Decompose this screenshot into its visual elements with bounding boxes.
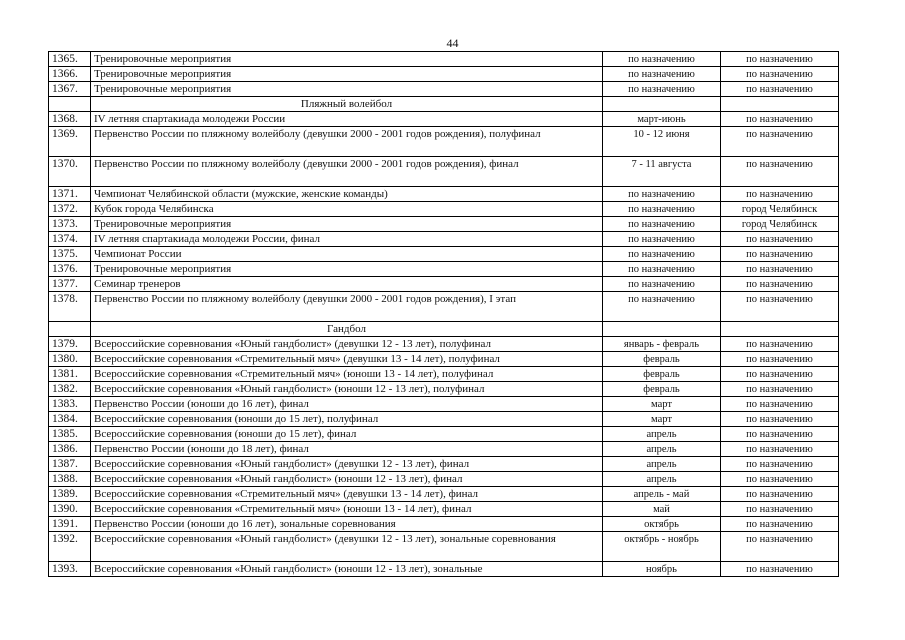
row-number-cell: 1376. xyxy=(49,262,91,277)
event-place-cell: по назначению xyxy=(721,247,839,262)
row-number-cell: 1367. xyxy=(49,82,91,97)
event-name-cell: Первенство России (юноши до 18 лет), финал xyxy=(91,442,603,457)
table-row xyxy=(49,502,839,517)
row-number-cell: 1371. xyxy=(49,187,91,202)
row-number-cell: 1390. xyxy=(49,502,91,517)
event-date-cell: май xyxy=(603,502,721,517)
table-row xyxy=(49,112,839,127)
event-name-cell: Чемпионат России xyxy=(91,247,603,262)
event-name-cell: Тренировочные мероприятия xyxy=(91,67,603,82)
row-number-cell: 1393. xyxy=(49,562,91,577)
event-place-cell: по назначению xyxy=(721,352,839,367)
event-place-cell: по назначению xyxy=(721,262,839,277)
table-row xyxy=(49,187,839,202)
table-row xyxy=(49,232,839,247)
event-place-cell: по назначению xyxy=(721,412,839,427)
event-place-cell: по назначению xyxy=(721,382,839,397)
event-place-cell: город Челябинск xyxy=(721,217,839,232)
event-place-cell: по назначению xyxy=(721,112,839,127)
row-number-cell: 1389. xyxy=(49,487,91,502)
event-place-cell xyxy=(721,322,839,337)
event-name-cell: Первенство России по пляжному волейболу (девушки 2000 - 2001 годов рождения), полуфинал xyxy=(91,127,603,157)
event-place-cell: по назначению xyxy=(721,397,839,412)
event-date-cell: февраль xyxy=(603,382,721,397)
event-date-cell: февраль xyxy=(603,367,721,382)
event-place-cell: по назначению xyxy=(721,277,839,292)
event-name-cell: Всероссийские соревнования «Юный гандболист» (юноши 12 - 13 лет), полуфинал xyxy=(91,382,603,397)
event-date-cell: февраль xyxy=(603,352,721,367)
event-name-cell: IV летняя спартакиада молодежи России xyxy=(91,112,603,127)
section-header-row xyxy=(49,97,839,112)
event-name-cell: Всероссийские соревнования «Юный гандболист» (юноши 12 - 13 лет), зональные xyxy=(91,562,603,577)
event-place-cell: по назначению xyxy=(721,157,839,187)
event-date-cell: по назначению xyxy=(603,232,721,247)
table-row xyxy=(49,562,839,577)
event-date-cell: март-июнь xyxy=(603,112,721,127)
table-row xyxy=(49,292,839,322)
event-date-cell: ноябрь xyxy=(603,562,721,577)
event-name-cell: Всероссийские соревнования «Стремительный мяч» (юноши 13 - 14 лет), полуфинал xyxy=(91,367,603,382)
table-row xyxy=(49,352,839,367)
event-name-cell: Тренировочные мероприятия xyxy=(91,262,603,277)
event-place-cell: по назначению xyxy=(721,457,839,472)
row-number-cell: 1386. xyxy=(49,442,91,457)
row-number-cell: 1379. xyxy=(49,337,91,352)
event-name-cell: Первенство России по пляжному волейболу (девушки 2000 - 2001 годов рождения), финал xyxy=(91,157,603,187)
events-table xyxy=(48,51,839,577)
event-place-cell: по назначению xyxy=(721,442,839,457)
event-date-cell: октябрь - ноябрь xyxy=(603,532,721,562)
row-number-cell: 1380. xyxy=(49,352,91,367)
event-name-cell: Первенство России (юноши до 16 лет), финал xyxy=(91,397,603,412)
event-name-cell: Первенство России (юноши до 16 лет), зональные соревнования xyxy=(91,517,603,532)
table-row xyxy=(49,517,839,532)
event-date-cell xyxy=(603,322,721,337)
table-row xyxy=(49,472,839,487)
row-number-cell: 1365. xyxy=(49,52,91,67)
event-date-cell: по назначению xyxy=(603,247,721,262)
event-name-cell: Всероссийские соревнования «Юный гандболист» (юноши 12 - 13 лет), финал xyxy=(91,472,603,487)
row-number-cell: 1374. xyxy=(49,232,91,247)
event-date-cell: апрель xyxy=(603,442,721,457)
event-name-cell: IV летняя спартакиада молодежи России, финал xyxy=(91,232,603,247)
event-date-cell: по назначению xyxy=(603,67,721,82)
table-row xyxy=(49,337,839,352)
event-date-cell: по назначению xyxy=(603,202,721,217)
row-number-cell: 1375. xyxy=(49,247,91,262)
row-number-cell: 1373. xyxy=(49,217,91,232)
event-name-cell: Всероссийские соревнования «Юный гандболист» (девушки 12 - 13 лет), финал xyxy=(91,457,603,472)
event-place-cell: по назначению xyxy=(721,337,839,352)
event-place-cell xyxy=(721,97,839,112)
events-table-body xyxy=(49,52,839,577)
table-row xyxy=(49,367,839,382)
table-row xyxy=(49,262,839,277)
event-place-cell: по назначению xyxy=(721,82,839,97)
table-row xyxy=(49,382,839,397)
row-number-cell xyxy=(49,322,91,337)
row-number-cell: 1388. xyxy=(49,472,91,487)
event-place-cell: по назначению xyxy=(721,532,839,562)
row-number-cell: 1370. xyxy=(49,157,91,187)
table-row xyxy=(49,52,839,67)
section-title-cell: Гандбол xyxy=(91,322,603,337)
event-date-cell: апрель xyxy=(603,457,721,472)
table-row xyxy=(49,217,839,232)
table-row xyxy=(49,157,839,187)
event-name-cell: Семинар тренеров xyxy=(91,277,603,292)
row-number-cell: 1382. xyxy=(49,382,91,397)
event-place-cell: по назначению xyxy=(721,187,839,202)
event-place-cell: по назначению xyxy=(721,502,839,517)
event-place-cell: по назначению xyxy=(721,427,839,442)
event-name-cell: Всероссийские соревнования «Стремительный мяч» (девушки 13 - 14 лет), полуфинал xyxy=(91,352,603,367)
event-date-cell: март xyxy=(603,397,721,412)
event-place-cell: по назначению xyxy=(721,487,839,502)
table-row xyxy=(49,202,839,217)
event-date-cell: апрель - май xyxy=(603,487,721,502)
section-title-cell: Пляжный волейбол xyxy=(91,97,603,112)
row-number-cell: 1387. xyxy=(49,457,91,472)
event-date-cell: по назначению xyxy=(603,82,721,97)
event-name-cell: Кубок города Челябинска xyxy=(91,202,603,217)
event-name-cell: Первенство России по пляжному волейболу (девушки 2000 - 2001 годов рождения), I этап xyxy=(91,292,603,322)
row-number-cell: 1366. xyxy=(49,67,91,82)
table-row xyxy=(49,397,839,412)
table-row xyxy=(49,457,839,472)
table-row xyxy=(49,247,839,262)
event-date-cell: по назначению xyxy=(603,262,721,277)
event-name-cell: Тренировочные мероприятия xyxy=(91,82,603,97)
event-name-cell: Всероссийские соревнования (юноши до 15 лет), финал xyxy=(91,427,603,442)
event-date-cell: по назначению xyxy=(603,292,721,322)
event-place-cell: город Челябинск xyxy=(721,202,839,217)
event-date-cell: январь - февраль xyxy=(603,337,721,352)
event-name-cell: Всероссийские соревнования «Юный гандболист» (девушки 12 - 13 лет), зональные соревнования xyxy=(91,532,603,562)
event-place-cell: по назначению xyxy=(721,52,839,67)
row-number-cell: 1383. xyxy=(49,397,91,412)
event-date-cell: по назначению xyxy=(603,187,721,202)
row-number-cell: 1381. xyxy=(49,367,91,382)
event-place-cell: по назначению xyxy=(721,472,839,487)
table-row xyxy=(49,277,839,292)
event-place-cell: по назначению xyxy=(721,127,839,157)
event-date-cell: по назначению xyxy=(603,52,721,67)
page-number: 44 xyxy=(446,36,459,50)
row-number-cell: 1378. xyxy=(49,292,91,322)
event-place-cell: по назначению xyxy=(721,292,839,322)
event-name-cell: Всероссийские соревнования «Стремительный мяч» (юноши 13 - 14 лет), финал xyxy=(91,502,603,517)
row-number-cell: 1384. xyxy=(49,412,91,427)
event-date-cell: 7 - 11 августа xyxy=(603,157,721,187)
event-name-cell: Чемпионат Челябинской области (мужские, женские команды) xyxy=(91,187,603,202)
row-number-cell: 1391. xyxy=(49,517,91,532)
event-name-cell: Тренировочные мероприятия xyxy=(91,217,603,232)
event-date-cell xyxy=(603,97,721,112)
event-name-cell: Всероссийские соревнования «Стремительный мяч» (девушки 13 - 14 лет), финал xyxy=(91,487,603,502)
event-date-cell: по назначению xyxy=(603,217,721,232)
table-row xyxy=(49,427,839,442)
event-place-cell: по назначению xyxy=(721,67,839,82)
table-row xyxy=(49,82,839,97)
event-place-cell: по назначению xyxy=(721,562,839,577)
row-number-cell: 1385. xyxy=(49,427,91,442)
row-number-cell: 1368. xyxy=(49,112,91,127)
row-number-cell: 1392. xyxy=(49,532,91,562)
event-date-cell: по назначению xyxy=(603,277,721,292)
event-place-cell: по назначению xyxy=(721,517,839,532)
event-place-cell: по назначению xyxy=(721,232,839,247)
table-row xyxy=(49,67,839,82)
event-date-cell: март xyxy=(603,412,721,427)
row-number-cell: 1372. xyxy=(49,202,91,217)
event-name-cell: Тренировочные мероприятия xyxy=(91,52,603,67)
row-number-cell: 1369. xyxy=(49,127,91,157)
table-row xyxy=(49,412,839,427)
section-header-row xyxy=(49,322,839,337)
table-row xyxy=(49,487,839,502)
row-number-cell xyxy=(49,97,91,112)
event-date-cell: апрель xyxy=(603,427,721,442)
table-row xyxy=(49,532,839,562)
event-name-cell: Всероссийские соревнования «Юный гандболист» (девушки 12 - 13 лет), полуфинал xyxy=(91,337,603,352)
table-row xyxy=(49,442,839,457)
event-date-cell: 10 - 12 июня xyxy=(603,127,721,157)
event-date-cell: апрель xyxy=(603,472,721,487)
event-name-cell: Всероссийские соревнования (юноши до 15 лет), полуфинал xyxy=(91,412,603,427)
event-place-cell: по назначению xyxy=(721,367,839,382)
event-date-cell: октябрь xyxy=(603,517,721,532)
row-number-cell: 1377. xyxy=(49,277,91,292)
table-row xyxy=(49,127,839,157)
